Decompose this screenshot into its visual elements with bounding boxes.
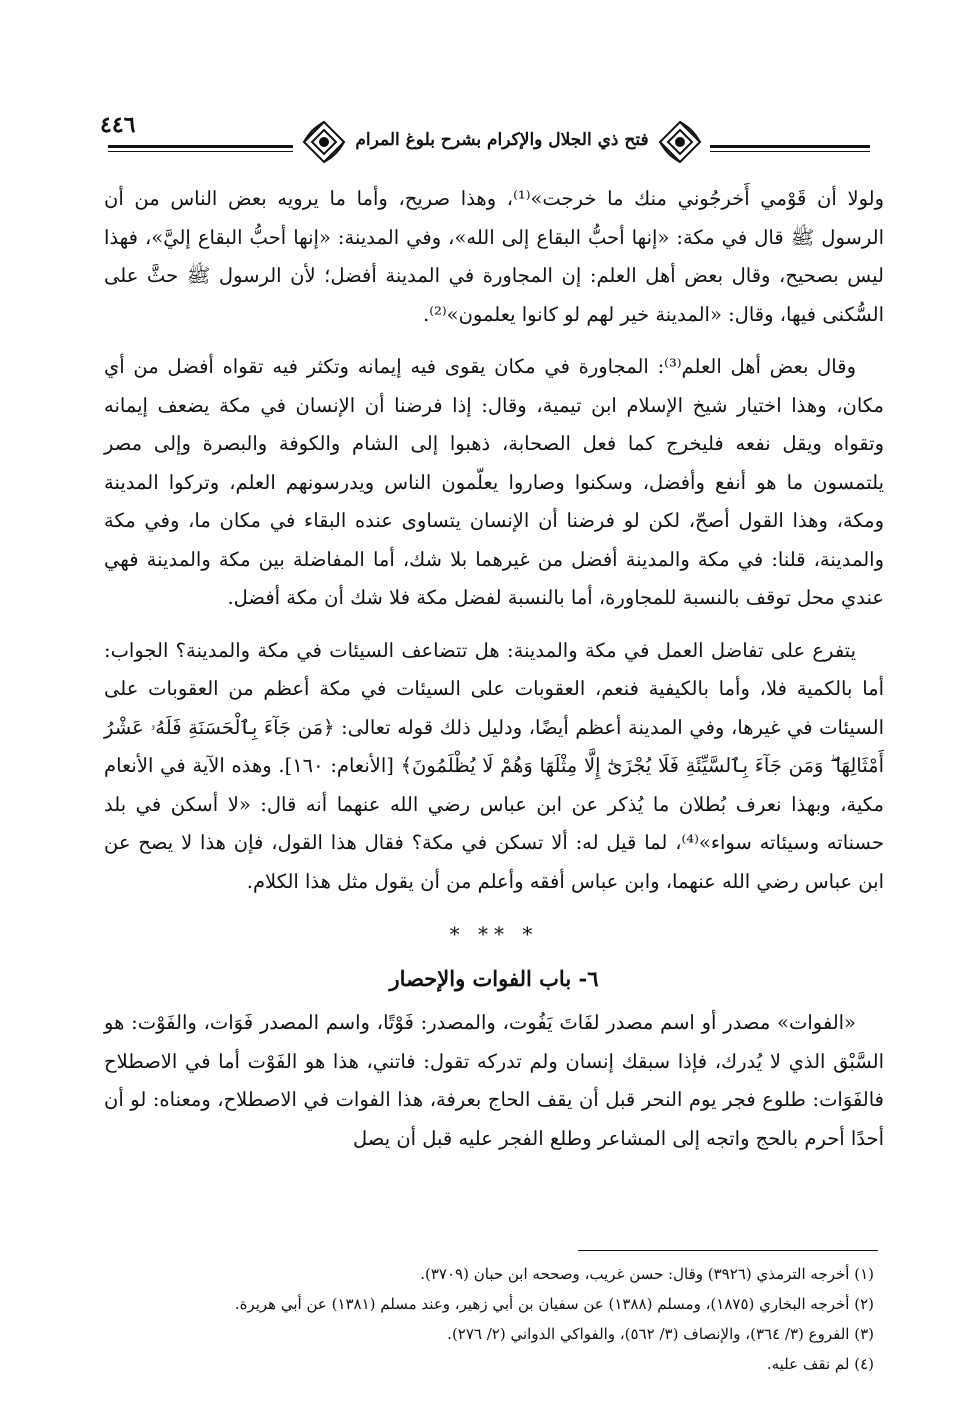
footnote: (١) أخرجه الترمذي (٣٩٢٦) وقال: حسن غريب، وصححه ابن حبان (٣٧٠٩). [420, 1265, 874, 1283]
section-separator: * ** * [449, 922, 539, 946]
footnote: (٣) الفروع (٣/ ٣٦٤)، والإنصاف (٣/ ٥٦٢)، والفواكي الدواني (٢/ ٢٧٦). [447, 1325, 874, 1343]
ornament-icon [656, 118, 704, 166]
running-title: فتح ذي الجلال والإكرام بشرح بلوغ المرام [355, 130, 649, 150]
chapter-title: ٦- باب الفوات والإحصار [389, 965, 599, 991]
footnote: (٢) أخرجه البخاري (١٨٧٥)، ومسلم (١٣٨٨) عن سفيان بن أبي زهير، وعند مسلم (١٣٨١) عن أبي هريرة. [234, 1295, 874, 1313]
page-number: ٤٤٦ [100, 112, 136, 138]
footnote-divider [578, 1250, 878, 1251]
header-rule-left [108, 145, 293, 148]
header-rule-right-thin [710, 151, 870, 152]
ornament-icon [300, 118, 348, 166]
paragraph: «الفوات» مصدر أو اسم مصدر لفَاتَ يَفُوت، والمصدر: فَوْتًا، واسم المصدر فَوَات، والفَوْت: هو السَّبْق الذي لا يُدرك، فإذا سبقك إنسان ولم تدركه تقول: فاتني، هذا هو الفَوْت أما في الاصطلاح فالفَوَات: طلوع فجر يوم النحر قبل أن يقف الحاج بعرفة، هذا الفوات في الاصطلاح، ومعناه: لو أن أحدًا أحرم بالحج واتجه إلى المشاعر وطلع الفجر عليه قبل أن يصل [104, 1011, 884, 1150]
footnotes [104, 1259, 874, 1379]
main-text [104, 180, 884, 1172]
header-rule-right [710, 145, 870, 148]
header-rule-left-thin [108, 151, 293, 152]
footnote: (٤) لم نقف عليه. [766, 1355, 874, 1373]
paragraph: ولولا أن قَوْمي أَخرجُوني منك ما خرجت»⁽¹⁾، وهذا صريح، وأما ما يرويه بعض الناس من أن الرسول ﷺ قال في مكة: «إنها أحبُّ البقاع إلى الله»، وفي المدينة: «إنها أحبُّ البقاع إليَّ»، فهذا ليس بصحيح، وقال بعض أهل العلم: إن المجاورة في المدينة أفضل؛ لأن الرسول ﷺ حثَّ على السُّكنى فيها، وقال: «المدينة خير لهم لو كانوا يعلمون»⁽²⁾. [104, 187, 884, 326]
paragraph: وقال بعض أهل العلم⁽³⁾: المجاورة في مكان يقوى فيه إيمانه وتكثر فيه تقواه أفضل من أي مكان، وهذا اختيار شيخ الإسلام ابن تيمية، وقال: إذا فرضنا أن الإنسان في مكة يضعف إيمانه وتقواه ويقل نفعه فليخرج كما فعل الصحابة، ذهبوا إلى الشام والكوفة والبصرة وإلى مصر يلتمسون ما هو أنفع وأفضل، وسكنوا وصاروا يعلّمون الناس ويدرسونهم العلم، وتركوا المدينة ومكة، وهذا القول أصحّ، لكن لو فرضنا أن الإنسان يتساوى عنده البقاء في مكان ما، وفي مكة والمدينة، قلنا: في مكة والمدينة أفضل من غيرهما بلا شك، أما المفاضلة بين مكة والمدينة فهي عندي محل توقف بالنسبة للمجاورة، أما بالنسبة لفضل مكة فلا شك أن مكة أفضل. [104, 355, 884, 609]
page-header [100, 112, 870, 174]
paragraph: يتفرع على تفاضل العمل في مكة والمدينة: هل تتضاعف السيئات في مكة والمدينة؟ الجواب: أما بالكمية فلا، وأما بالكيفية فنعم، العقوبات على السيئات في مكة أعظم من العقوبات على السيئات في غيرها، وفي المدينة أعظم أيضًا، ودليل ذلك قوله تعالى: ﴿مَن جَآءَ بِٱلْحَسَنَةِ فَلَهُۥ عَشْرُ أَمْثَالِهَا ۖ وَمَن جَآءَ بِٱلسَّيِّئَةِ فَلَا يُجْزَىٰٓ إِلَّا مِثْلَهَا وَهُمْ لَا يُظْلَمُونَ﴾ [الأنعام: ١٦٠]. وهذه الآية في الأنعام مكية، وبهذا نعرف بُطلان ما يُذكر عن ابن عباس رضي الله عنهما أنه قال: «لا أسكن في بلد حسناته وسيئاته سواء»⁽⁴⁾، لما قيل له: ألا تسكن في مكة؟ فقال هذا القول، فإن هذا لا يصح عن ابن عباس رضي الله عنهما، وابن عباس أفقه وأعلم من أن يقول مثل هذا الكلام. [104, 638, 884, 893]
